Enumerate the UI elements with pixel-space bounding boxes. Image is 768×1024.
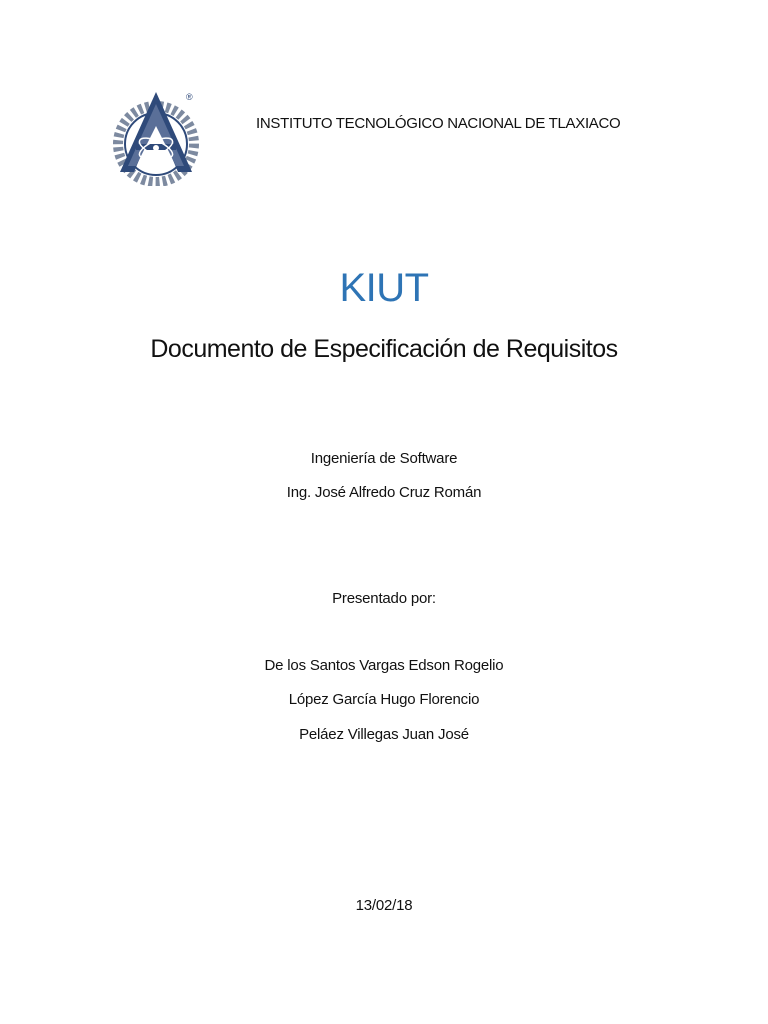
document-subtitle: Documento de Especificación de Requisitos xyxy=(150,335,618,363)
document-date: 13/02/18 xyxy=(355,897,413,914)
presented-by-label: Presentado por: xyxy=(332,590,436,607)
author-name: De los Santos Vargas Edson Rogelio xyxy=(264,657,504,674)
institute-seal-logo xyxy=(108,86,208,186)
registered-mark: ® xyxy=(186,92,193,102)
author-name: López García Hugo Florencio xyxy=(288,691,480,708)
teacher-name: Ing. José Alfredo Cruz Román xyxy=(286,484,482,501)
subject-name: Ingeniería de Software xyxy=(310,450,458,467)
author-name: Peláez Villegas Juan José xyxy=(299,726,469,743)
institute-name: INSTITUTO TECNOLÓGICO NACIONAL DE TLAXIACO xyxy=(256,115,621,132)
document-title: KIUT xyxy=(339,266,429,310)
